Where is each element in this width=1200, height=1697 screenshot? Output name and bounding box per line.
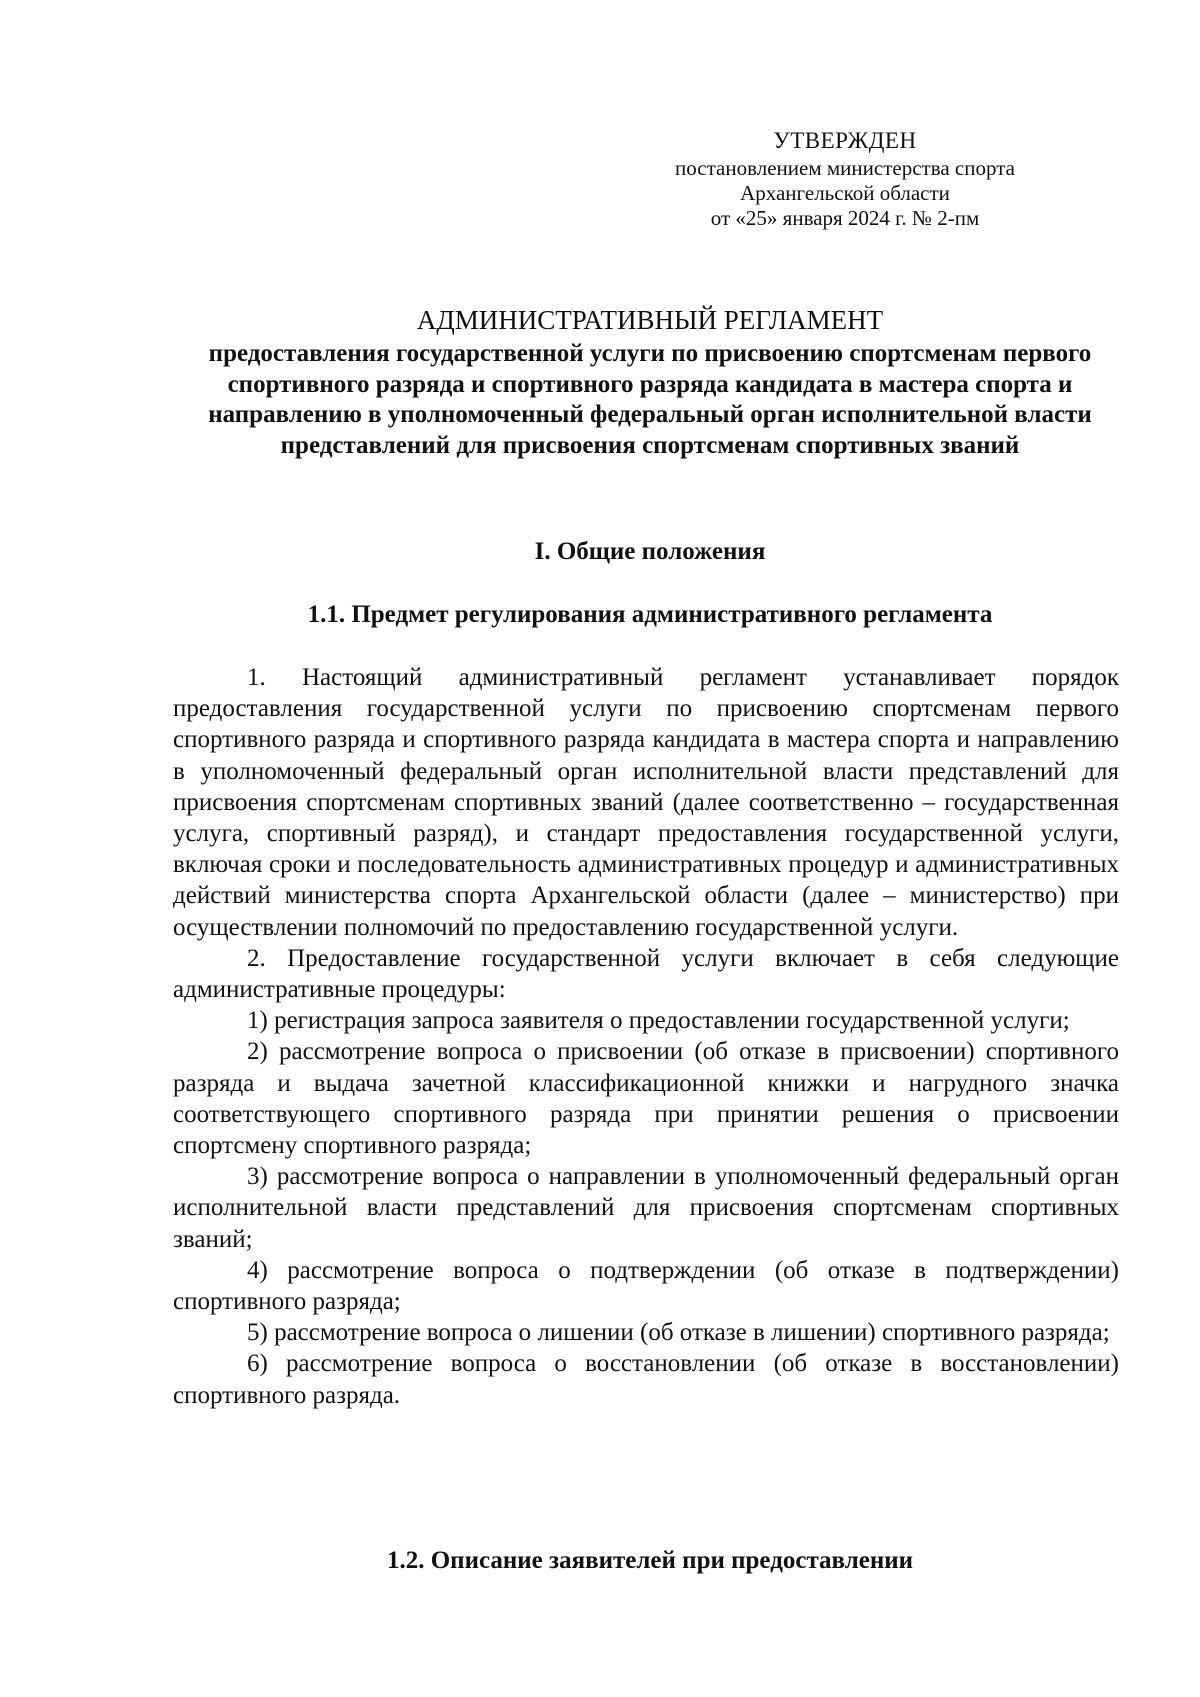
title-block	[175, 303, 1125, 461]
body-text	[173, 662, 1119, 1411]
list-item-2: 2) рассмотрение вопроса о присвоении (об отказе в присвоении) спортивного разряда и выдача зачетной классификационной книжки и нагрудного значка соответствующего спортивного разряда при принятии решения о присвоении спортсмену спортивного разряда;	[173, 1038, 1119, 1160]
section-heading-subject: 1.1. Предмет регулирования административного регламента	[307, 601, 993, 628]
list-item-4: 4) рассмотрение вопроса о подтверждении (об отказе в подтверждении) спортивного разряда;	[173, 1256, 1119, 1316]
list-item-1: 1) регистрация запроса заявителя о предоставлении государственной услуги;	[247, 1007, 1070, 1035]
approval-line-3: от «25» января 2024 г. № 2-пм	[710, 206, 980, 230]
section-heading-applicants: 1.2. Описание заявителей при предоставлении	[386, 1547, 914, 1574]
paragraph-1: 1. Настоящий административный регламент устанавливает порядок предоставления государственной услуги по присвоению спортсменам первого спортивного разряда и спортивного разряда кандидата в мастера спорта и направлению в уполномоченный федеральный орган исполнительной власти представлений для присвоения спортсменам спортивных званий (далее соответственно – государственная услуга, спортивный разряд), и стандарт предоставления государственной услуги, включая сроки и последовательность административных процедур и административных действий министерства спорта Архангельской области (далее – министерство) при осуществлении полномочий по предоставлению государственной услуги.	[173, 664, 1119, 941]
list-item-6: 6) рассмотрение вопроса о восстановлении (об отказе в восстановлении) спортивного разряда.	[173, 1350, 1119, 1409]
approval-title: УТВЕРЖДЕН	[773, 128, 917, 153]
list-item-5: 5) рассмотрение вопроса о лишении (об отказе в лишении) спортивного разряда;	[247, 1319, 1110, 1347]
approval-line-2: Архангельской области	[740, 181, 950, 205]
document-title: АДМИНИСТРАТИВНЫЙ РЕГЛАМЕНТ	[416, 305, 884, 335]
approval-line-1: постановлением министерства спорта	[675, 156, 1015, 180]
paragraph-2: 2. Предоставление государственной услуги включает в себя следующие административные процедуры:	[173, 944, 1119, 1004]
approval-stamp	[640, 126, 1050, 231]
list-item-3: 3) рассмотрение вопроса о направлении в уполномоченный федеральный орган исполнительной власти представлений для присвоения спортсменам спортивных званий;	[173, 1163, 1119, 1253]
document-subtitle: предоставления государственной услуги по присвоению спортсменам первого спортивного разряда и спортивного разряда кандидата в мастера спорта и направлению в уполномоченный федеральный орган исполнительной власти представлений для присвоения спортсменам спортивных званий	[208, 340, 1092, 459]
section-heading-general: I. Общие положения	[534, 538, 766, 565]
